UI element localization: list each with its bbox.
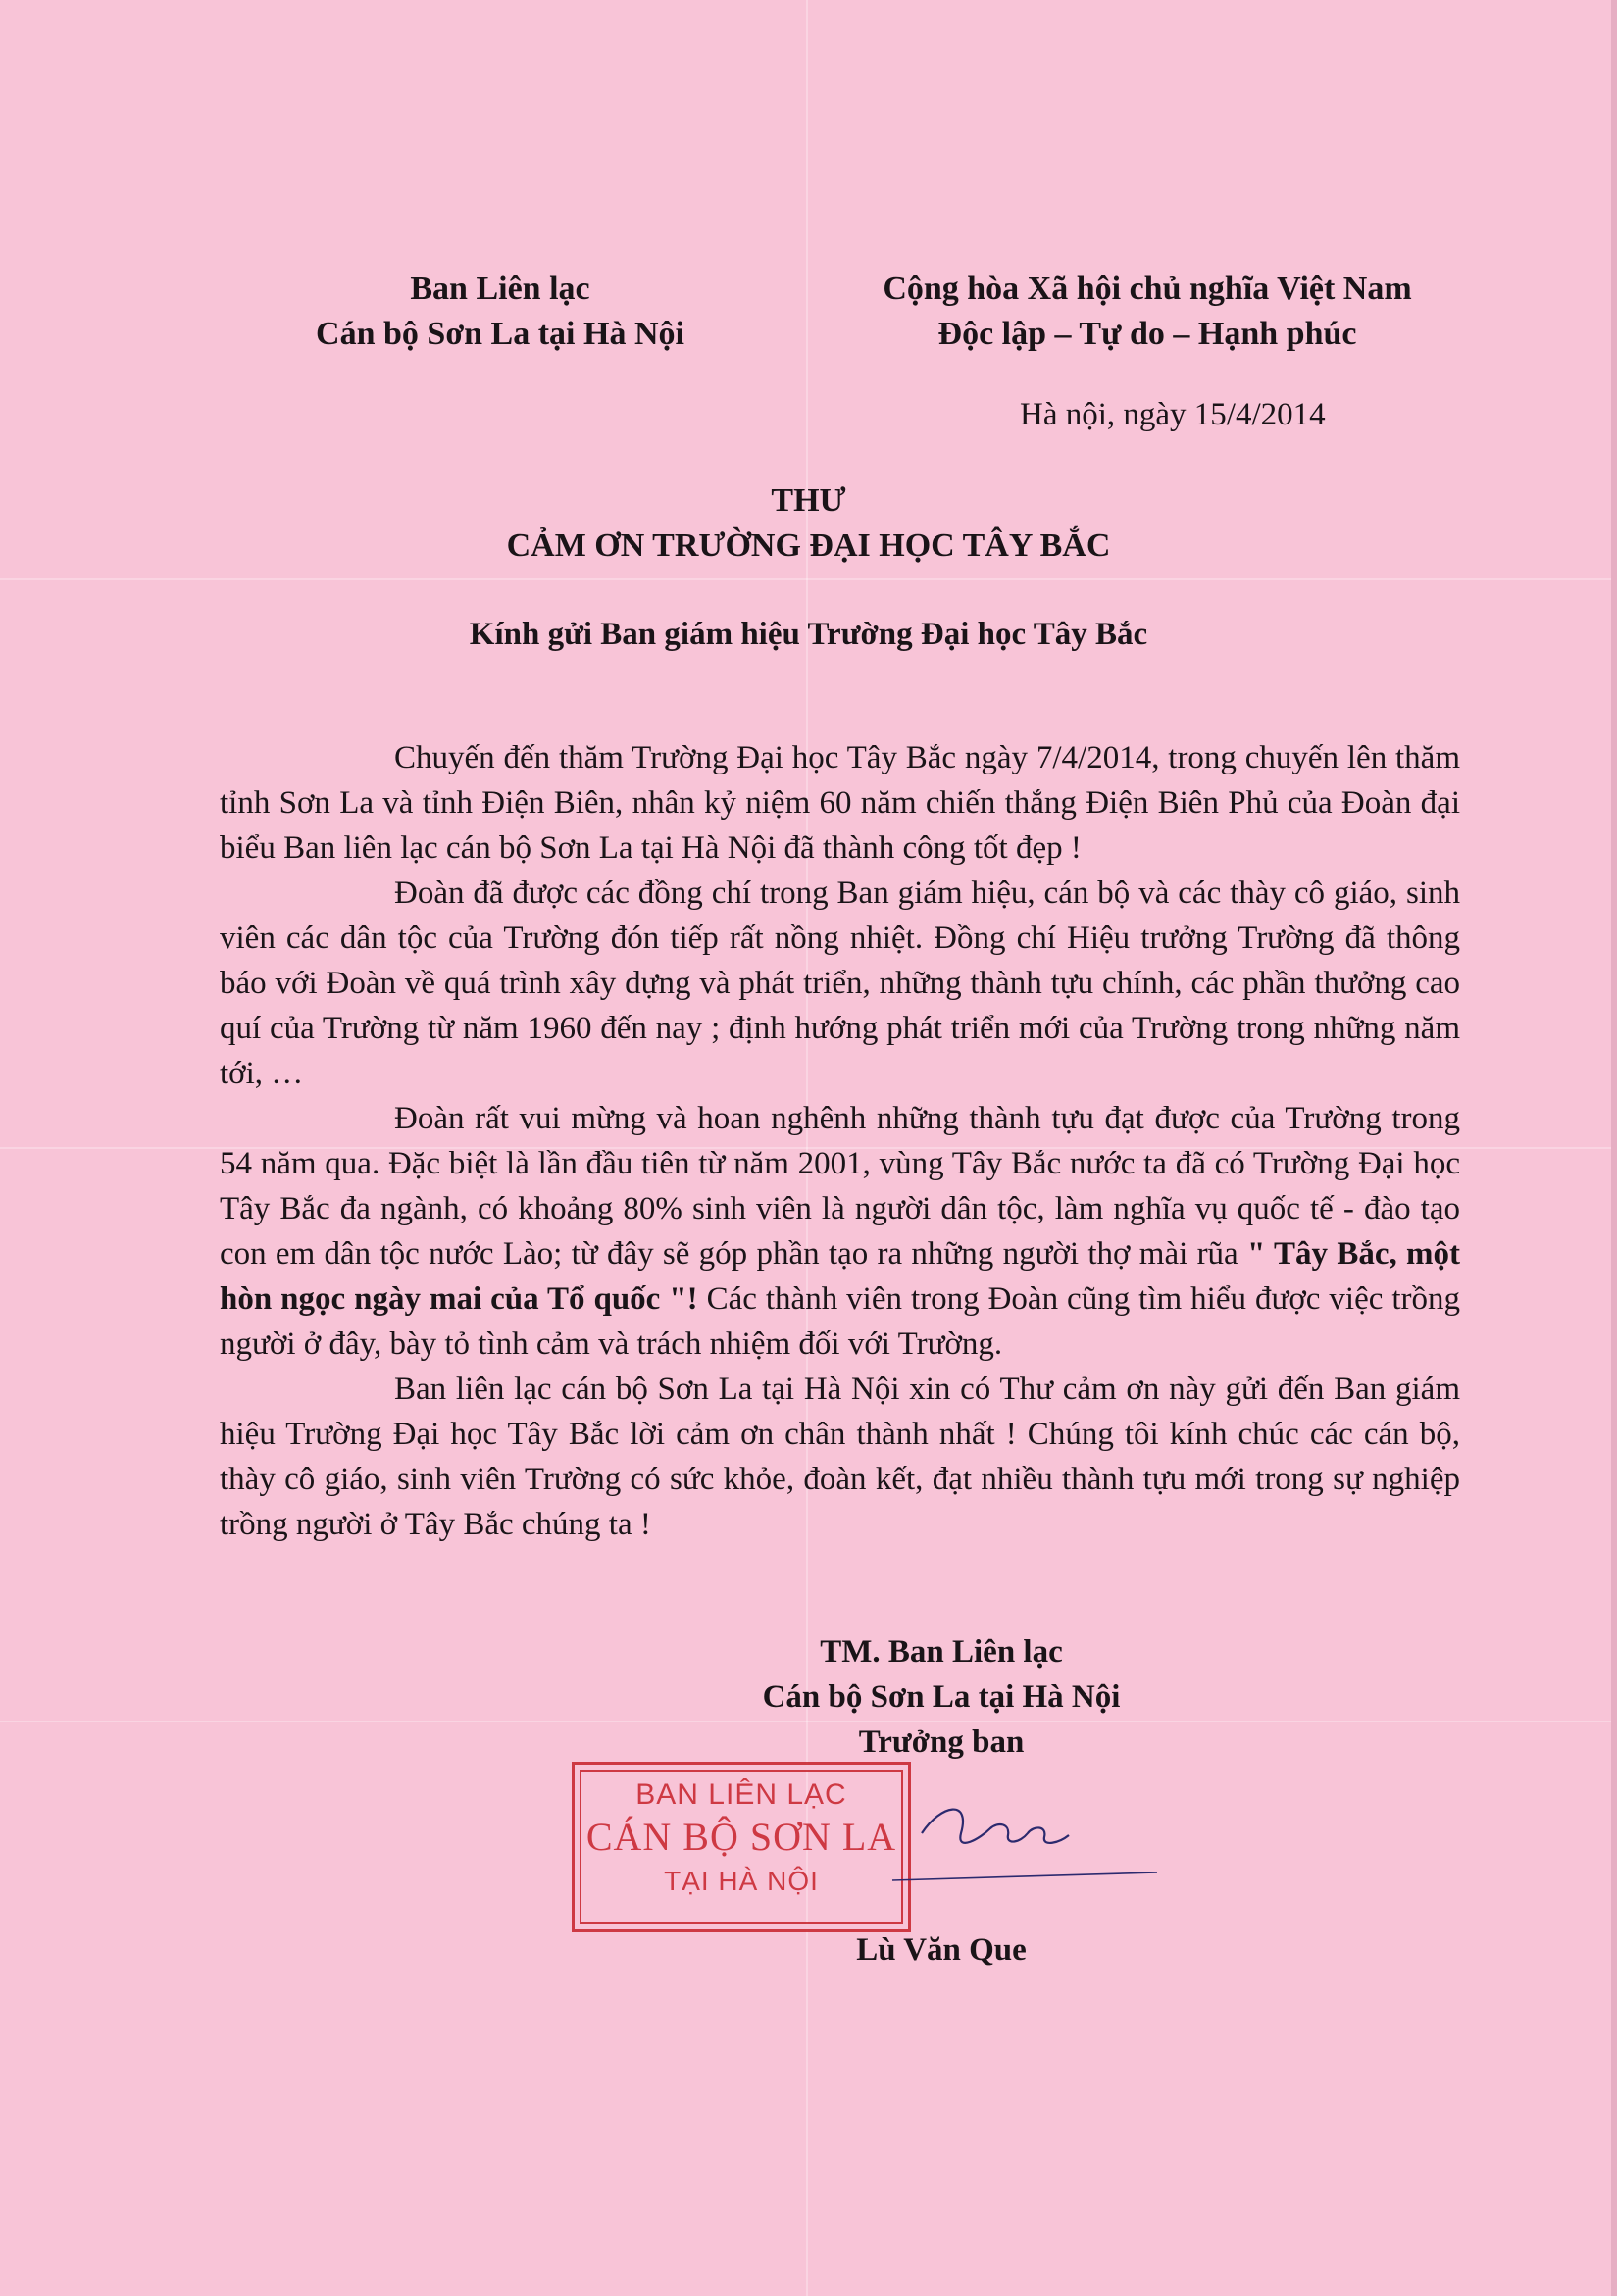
fold-crease-horizontal-1 <box>0 578 1617 580</box>
signer-name: Lù Văn Que <box>856 1932 1027 1968</box>
paragraph-4: Ban liên lạc cán bộ Sơn La tại Hà Nội xin có Thư cảm ơn này gửi đến Ban giám hiệu Trường Đại học Tây Bắc lời cảm ơn chân thành nhất ! Chúng tôi kính chúc các cán bộ, thày cô giáo, sinh viên Trường có sức khỏe, đoàn kết, đạt nhiều thành tựu mới trong sự nghiệp trồng người ở Tây Bắc chúng ta ! <box>220 1372 1460 1542</box>
sender-org-line1: Ban Liên lạc <box>410 271 590 307</box>
paragraph-1: Chuyến đến thăm Trường Đại học Tây Bắc ngày 7/4/2014, trong chuyến lên thăm tỉnh Sơn La và tỉnh Điện Biên, nhân kỷ niệm 60 năm chiến thắng Điện Biên Phủ của Đoàn đại biểu Ban liên lạc cán bộ Sơn La tại Hà Nội đã thành công tốt đẹp ! <box>220 740 1460 866</box>
letter-date: Hà nội, ngày 15/4/2014 <box>1020 397 1326 432</box>
title-line1: THƯ <box>771 482 846 519</box>
stamp-line3: TẠI HÀ NỘI <box>664 1866 819 1896</box>
paragraph-3 <box>220 1096 1460 1367</box>
sender-org-line2: Cán bộ Sơn La tại Hà Nội <box>316 316 684 352</box>
paragraph-3-quote: " Tây Bắc, một hòn ngọc ngày mai của Tổ quốc "! <box>220 1236 1460 1317</box>
paragraph-2: Đoàn đã được các đồng chí trong Ban giám hiệu, cán bộ và các thày cô giáo, sinh viên các dân tộc của Trường đón tiếp rất nồng nhiệt. Đồng chí Hiệu trưởng Trường đã thông báo với Đoàn về quá trình xây dựng và phát triển, những thành tựu chính, các phần thưởng cao quí của Trường từ năm 1960 đến nay ; định hướng phát triển mới của Trường trong những năm tới, … <box>220 875 1460 1091</box>
official-stamp <box>572 1762 911 1932</box>
signature-line1: TM. Ban Liên lạc <box>820 1634 1063 1670</box>
paragraph-3-text-a: Đoàn rất vui mừng và hoan nghênh những thành tựu đạt được của Trường trong 54 năm qua. Đặc biệt là lần đầu tiên từ năm 2001, vùng Tây Bắc nước ta đã có Trường Đại học Tây Bắc đa ngành, có khoảng 80% sinh viên là người dân tộc, làm nghĩa vụ quốc tế - đào tạo con em dân tộc nước Lào; từ đây sẽ góp phần tạo ra những người thợ mài rũa <box>220 1101 1460 1272</box>
sender-org <box>265 267 735 357</box>
letter-body <box>220 735 1460 1547</box>
addressee: Kính gửi Ban giám hiệu Trường Đại học Tây Bắc <box>469 617 1148 652</box>
signature-line2: Cán bộ Sơn La tại Hà Nội <box>762 1679 1121 1715</box>
national-motto <box>843 267 1451 357</box>
title-line2: CẢM ƠN TRƯỜNG ĐẠI HỌC TÂY BẮC <box>506 527 1111 564</box>
paragraph-3-text-b: Các thành viên trong Đoàn cũng tìm hiểu được việc trồng người ở đây, bày tỏ tình cảm và trách nhiệm đối với Trường. <box>220 1281 1460 1362</box>
country-name: Cộng hòa Xã hội chủ nghĩa Việt Nam <box>883 271 1412 307</box>
stamp-line2: CÁN BỘ SƠN LA <box>585 1815 897 1859</box>
signature-line3: Trưởng ban <box>858 1724 1025 1760</box>
paper-edge <box>1611 0 1617 2296</box>
stamp-line1: BAN LIÊN LẠC <box>635 1778 847 1811</box>
handwritten-signature <box>863 1765 1177 1892</box>
motto: Độc lập – Tự do – Hạnh phúc <box>937 316 1357 352</box>
letter-title <box>0 478 1617 569</box>
signature-block <box>686 1629 1196 1765</box>
